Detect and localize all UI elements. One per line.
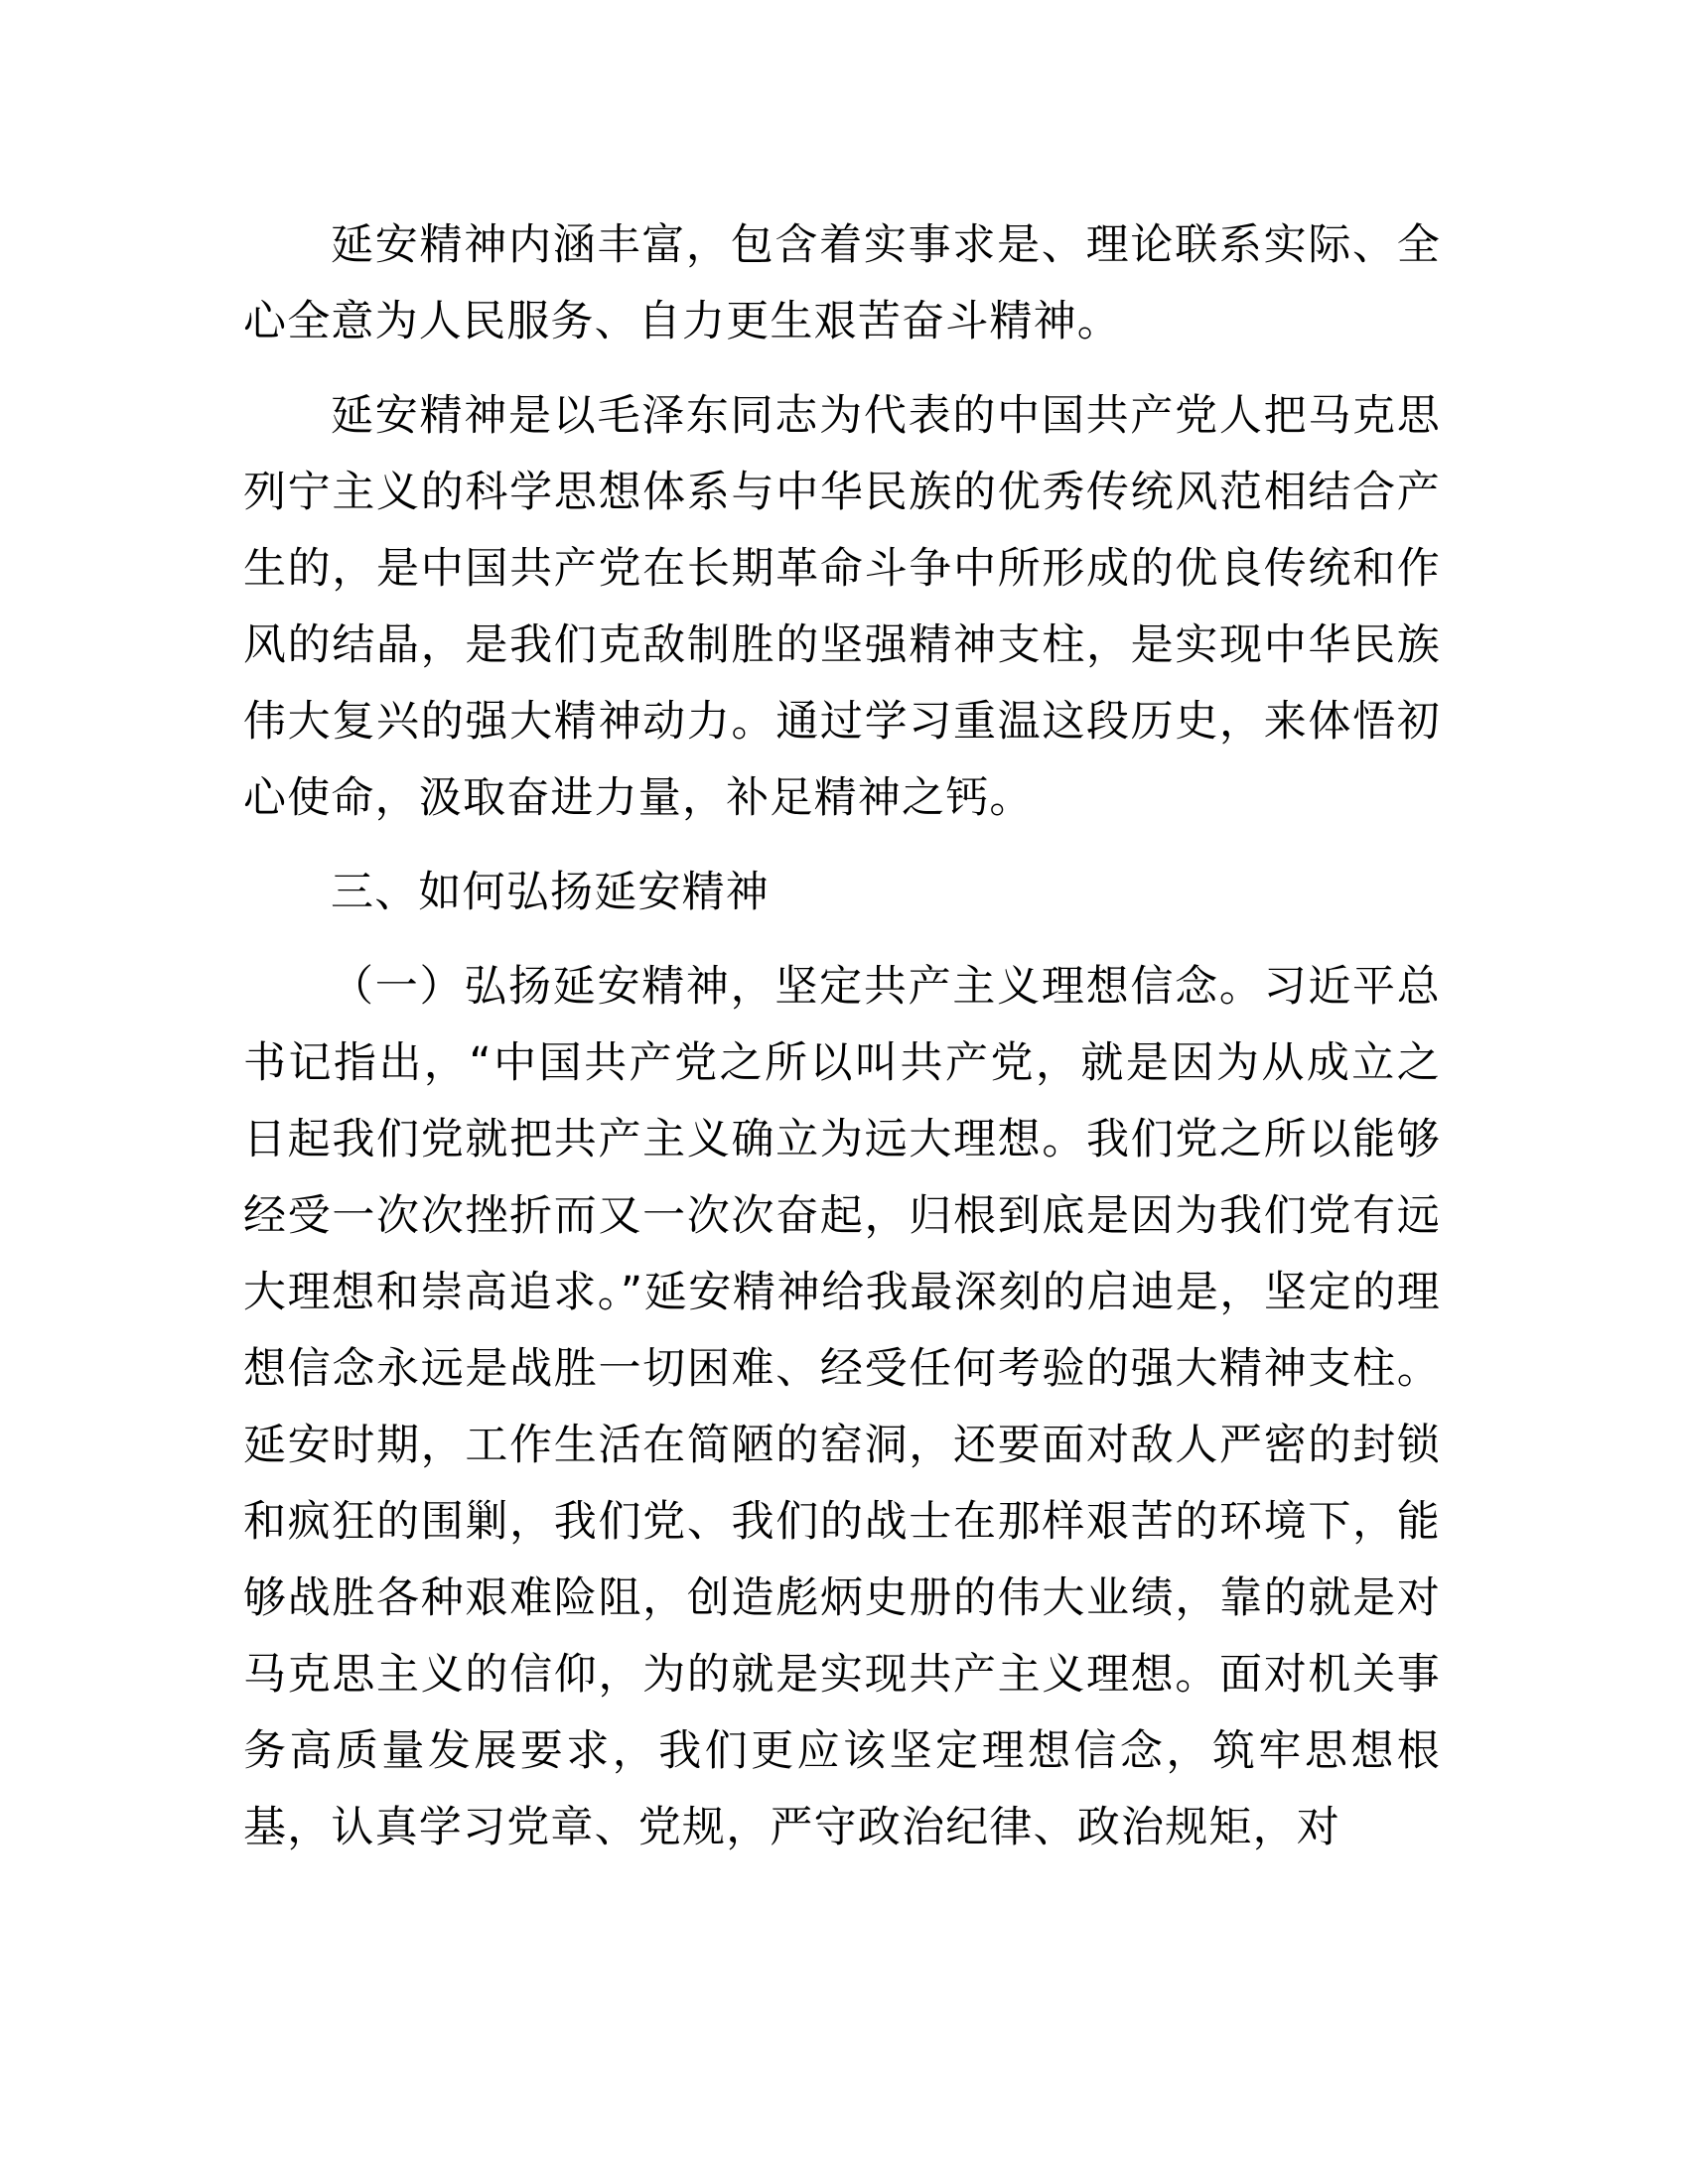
section-heading: 三、如何弘扬延安精神 [331,868,770,917]
document-page [243,207,1441,1884]
paragraph-yanan-spirit-connotation: 延安精神内涵丰富，包含着实事求是、理论联系实际、全心全意为人民服务、自力更生艰苦奋斗精神。 [243,220,1441,346]
subsection-paragraph: （一）弘扬延安精神，坚定共产主义理想信念。习近平总书记指出，“中国共产党之所以叫共产党，就是因为从成立之日起我们党就把共产主义确立为远大理想。我们党之所以能够经受一次次挫折而又一次次奋起，归根到底是因为我们党有远大理想和崇高追求。”延安精神给我最深刻的启迪是，坚定的理想信念永远是战胜一切困难、经受任何考验的强大精神支柱。延安时期，工作生活在简陋的窑洞，还要面对敌人严密的封锁和疯狂的围剿，我们党、我们的战士在那样艰苦的环境下，能够战胜各种艰难险阻，创造彪炳史册的伟大业绩，靠的就是对马克思主义的信仰，为的就是实现共产主义理想。面对机关事务高质量发展要求，我们更应该坚定理想信念，筑牢思想根基，认真学习党章、党规，严守政治纪律、政治规矩，对 [243,962,1441,1852]
paragraph-yanan-spirit-origin: 延安精神是以毛泽东同志为代表的中国共产党人把马克思列宁主义的科学思想体系与中华民族的优秀传统风范相结合产生的，是中国共产党在长期革命斗争中所形成的优良传统和作风的结晶，是我们克敌制胜的坚强精神支柱，是实现中华民族伟大复兴的强大精神动力。通过学习重温这段历史，来体悟初心使命，汲取奋进力量，补足精神之钙。 [243,391,1441,823]
